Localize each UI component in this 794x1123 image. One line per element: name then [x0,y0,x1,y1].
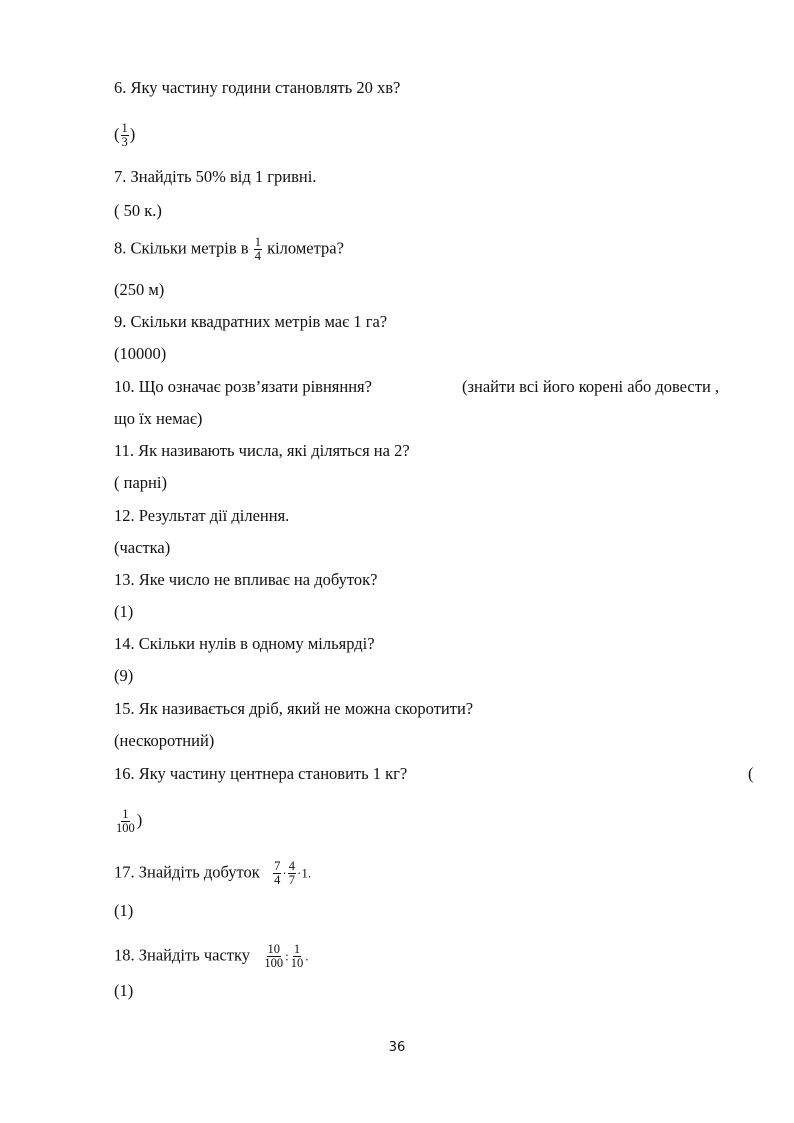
question-18 [114,943,309,970]
question-14: 14. Скільки нулів в одному мільярді? [114,634,375,653]
question-16: 16. Яку частину центнера становить 1 кг? [114,764,408,783]
numerator: 7 [274,859,281,873]
question-15: 15. Як називається дріб, який не можна скоротити? [114,699,474,718]
fraction [273,860,281,887]
numerator: 1 [122,807,129,821]
denominator: 100 [264,956,284,970]
paren-close: ) [129,124,136,144]
denominator: 100 [116,821,135,835]
answer-17: (1) [114,901,134,920]
question-10: 10. Що означає розв’язати рівняння? [114,377,372,396]
fraction [121,122,129,149]
denominator: 4 [254,249,261,263]
paren-close: ) [136,810,143,830]
operator: · [282,865,287,881]
numerator: 10 [267,942,281,956]
numerator: 4 [288,859,295,873]
answer-16-paren-open: ( [748,764,754,783]
answer-16 [114,808,142,835]
answer-13: (1) [114,602,134,621]
denominator: 10 [290,956,304,970]
denominator: 7 [288,873,295,887]
question-text: 18. Знайдіть частку [114,945,251,965]
expression-tail: . [305,948,309,964]
answer-18: (1) [114,981,134,1000]
answer-8: (250 м) [114,280,165,299]
fraction [115,808,136,835]
question-9: 9. Скільки квадратних метрів має 1 га? [114,312,388,331]
fraction [254,236,262,263]
denominator: 3 [121,135,128,149]
question-12: 12. Результат дії ділення. [114,506,290,525]
question-text: 17. Знайдіть добуток [114,862,260,882]
answer-12: (частка) [114,538,171,557]
fraction [288,860,296,887]
answer-9: (10000) [114,344,167,363]
question-11: 11. Як називають числа, які діляться на 2? [114,441,410,460]
answer-6 [114,122,135,149]
operator: : [285,948,289,964]
fraction [290,943,305,970]
question-text: кілометра? [267,238,344,258]
denominator: 4 [274,873,281,887]
numerator: 1 [254,235,261,249]
answer-10-part1: (знайти всі його корені або довести , [462,377,720,396]
answer-10-part2: що їх немає) [114,409,203,428]
question-13: 13. Яке число не впливає на добуток? [114,570,378,589]
answer-15: (нескоротний) [114,731,215,750]
answer-14: (9) [114,666,134,685]
fraction [263,943,284,970]
question-6: 6. Яку частину години становлять 20 хв? [114,78,401,97]
paren-open: ( [114,124,120,144]
answer-11: ( парні) [114,473,167,492]
question-8 [114,236,344,263]
question-7: 7. Знайдіть 50% від 1 гривні. [114,167,317,186]
question-17 [114,860,311,887]
numerator: 1 [121,121,128,135]
numerator: 1 [293,942,301,956]
operator: · [296,865,302,881]
page-number: 36 [388,1040,406,1055]
question-text: 8. Скільки метрів в [114,238,249,258]
expression-tail: 1. [301,865,312,881]
answer-7: ( 50 к.) [114,201,162,220]
